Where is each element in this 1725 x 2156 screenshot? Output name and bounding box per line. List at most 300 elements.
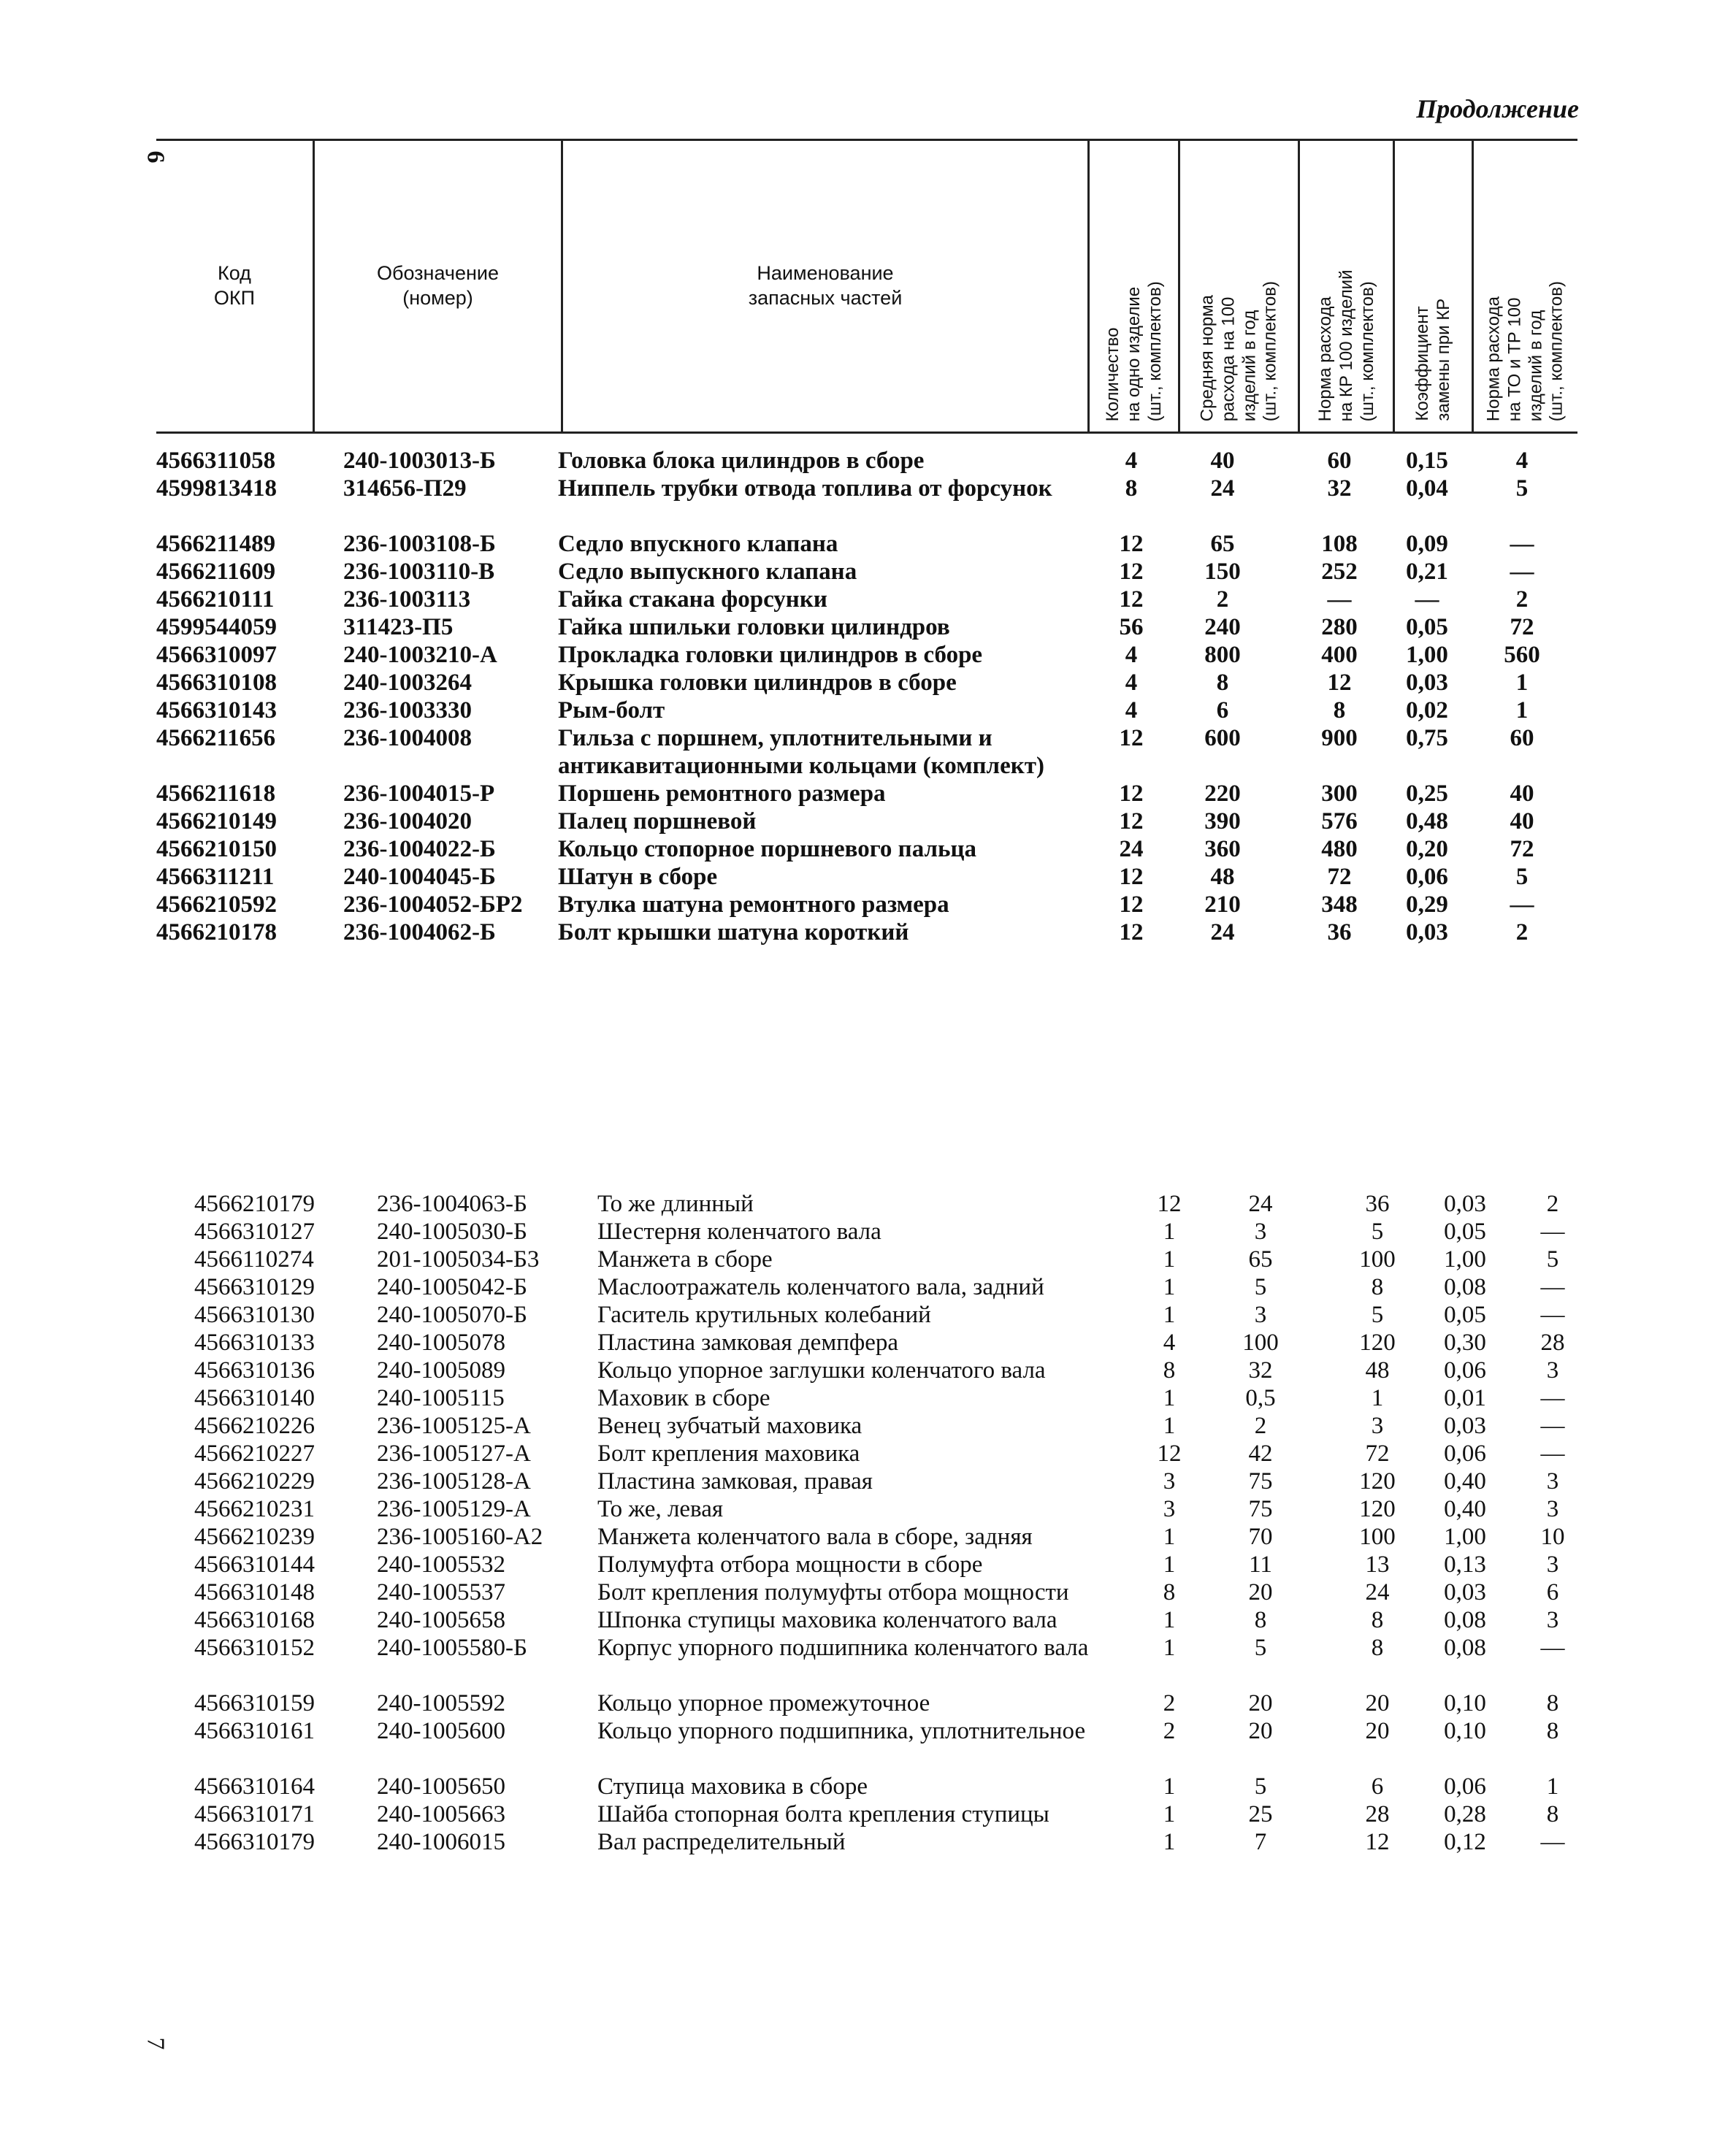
kr-norm-cell: 13 [1365, 1551, 1390, 1578]
code-cell: 4566310108 [156, 670, 277, 696]
name-cell: Прокладка головки цилиндров в сборе [558, 642, 983, 668]
coef-cell: 0,08 [1444, 1607, 1486, 1633]
coef-cell: 1,00 [1406, 642, 1448, 668]
table-row [156, 447, 1580, 475]
qty-cell: 12 [1119, 780, 1144, 807]
qty-cell: 1 [1163, 1801, 1176, 1827]
coef-cell: 0,40 [1444, 1468, 1486, 1495]
name-cell: Полумуфта отбора мощности в сборе [597, 1551, 983, 1578]
avg-norm-cell: 5 [1254, 1773, 1267, 1800]
name-cell: Пластина замковая демпфера [597, 1330, 899, 1356]
qty-cell: 12 [1119, 808, 1144, 835]
to-norm-cell: 72 [1510, 614, 1534, 640]
designation-cell: 240-1005592 [377, 1690, 505, 1716]
to-norm-cell: — [1540, 1413, 1565, 1439]
coef-cell: 0,06 [1444, 1440, 1486, 1467]
kr-norm-cell: 12 [1365, 1829, 1390, 1855]
header-avg-norm: Средняя норма расхода на 100 изделий в год (шт., комплектов) [1196, 280, 1280, 421]
table-row [194, 1634, 1582, 1689]
avg-norm-cell: 11 [1249, 1551, 1272, 1578]
name-cell: Кольцо упорное промежуточное [597, 1690, 930, 1716]
kr-norm-cell: 120 [1359, 1468, 1396, 1495]
name-cell: Кольцо упорное заглушки коленчатого вала [597, 1357, 1046, 1384]
code-cell: 4566210227 [194, 1440, 315, 1467]
designation-cell: 236-1004062-Б [343, 919, 496, 945]
coef-cell: 0,03 [1444, 1191, 1486, 1217]
kr-norm-cell: 12 [1327, 670, 1352, 696]
avg-norm-cell: 0,5 [1245, 1385, 1276, 1411]
name-cell: Палец поршневой [558, 808, 757, 835]
coef-cell: 1,00 [1444, 1246, 1486, 1273]
to-norm-cell: — [1540, 1385, 1565, 1411]
designation-cell: 240-1006015 [377, 1829, 505, 1855]
to-norm-cell: 1 [1515, 670, 1529, 696]
to-norm-cell: — [1540, 1274, 1565, 1300]
avg-norm-cell: 65 [1210, 531, 1235, 557]
coef-cell: 0,30 [1444, 1330, 1486, 1356]
kr-norm-cell: 120 [1359, 1496, 1396, 1522]
code-cell: 4566310161 [194, 1718, 315, 1744]
code-cell: 4566310140 [194, 1385, 315, 1411]
name-cell: Болт крепления маховика [597, 1440, 860, 1467]
coef-cell: 0,05 [1444, 1219, 1486, 1245]
avg-norm-cell: 2 [1216, 586, 1229, 613]
to-norm-cell: 3 [1546, 1496, 1559, 1522]
coef-cell: 0,08 [1444, 1635, 1486, 1661]
qty-cell: 1 [1163, 1385, 1176, 1411]
designation-cell: 236-1004063-Б [377, 1191, 527, 1217]
name-cell: Болт крышки шатуна короткий [558, 919, 909, 945]
to-norm-cell: 2 [1515, 919, 1529, 945]
kr-norm-cell: 280 [1321, 614, 1358, 640]
kr-norm-cell: 348 [1321, 891, 1358, 918]
header-designation-col [313, 141, 561, 431]
qty-cell: 8 [1163, 1579, 1176, 1606]
code-cell: 4566210111 [156, 586, 275, 613]
avg-norm-cell: 25 [1248, 1801, 1273, 1827]
kr-norm-cell: 32 [1327, 475, 1352, 502]
code-cell: 4566310129 [194, 1274, 315, 1300]
designation-cell: 236-1004020 [343, 808, 472, 835]
name-cell: Крышка головки цилиндров в сборе [558, 670, 957, 696]
code-cell: 4566310171 [194, 1801, 315, 1827]
kr-norm-cell: 36 [1365, 1191, 1390, 1217]
table-row [194, 1717, 1582, 1773]
avg-norm-cell: 240 [1204, 614, 1241, 640]
to-norm-cell: 5 [1546, 1246, 1559, 1273]
coef-cell: 0,75 [1406, 725, 1448, 751]
avg-norm-cell: 5 [1254, 1635, 1267, 1661]
kr-norm-cell: 252 [1321, 559, 1358, 585]
designation-cell: 236-1004008 [343, 725, 472, 751]
qty-cell: 1 [1163, 1607, 1176, 1633]
qty-cell: 12 [1119, 559, 1144, 585]
kr-norm-cell: 28 [1365, 1801, 1390, 1827]
coef-cell: 0,10 [1444, 1690, 1486, 1716]
qty-cell: 1 [1163, 1274, 1176, 1300]
name-cell: Шпонка ступицы маховика коленчатого вала [597, 1607, 1057, 1633]
kr-norm-cell: 6 [1371, 1773, 1384, 1800]
code-cell: 4566110274 [194, 1246, 314, 1273]
coef-cell: 0,03 [1406, 670, 1448, 696]
to-norm-cell: 28 [1540, 1330, 1565, 1356]
designation-cell: 240-1005070-Б [377, 1302, 527, 1328]
name-cell: Ниппель трубки отвода топлива от форсунок [558, 475, 1052, 502]
coef-cell: 0,02 [1406, 697, 1448, 724]
code-cell: 4566310097 [156, 642, 277, 668]
table-row [156, 530, 1580, 558]
table-row [156, 863, 1580, 891]
coef-cell: 0,12 [1444, 1829, 1486, 1855]
name-cell: Седло впускного клапана [558, 531, 838, 557]
kr-norm-cell: 100 [1359, 1246, 1396, 1273]
coef-cell: 0,10 [1444, 1718, 1486, 1744]
code-cell: 4566311058 [156, 448, 276, 474]
designation-cell: 240-1005663 [377, 1801, 505, 1827]
kr-norm-cell: 8 [1333, 697, 1346, 724]
name-cell: Кольцо упорного подшипника, уплотнительное [597, 1718, 1086, 1744]
name-cell: Гайка стакана форсунки [558, 586, 827, 613]
coef-cell: 1,00 [1444, 1524, 1486, 1550]
designation-cell: 236-1005127-А [377, 1440, 531, 1467]
coef-cell: 0,20 [1406, 836, 1448, 862]
designation-cell: 240-1003264 [343, 670, 472, 696]
table-row [156, 586, 1580, 613]
to-norm-cell: — [1540, 1829, 1565, 1855]
kr-norm-cell: 480 [1321, 836, 1358, 862]
coef-cell: 0,01 [1444, 1385, 1486, 1411]
code-cell: 4566310136 [194, 1357, 315, 1384]
designation-cell: 240-1005650 [377, 1773, 505, 1800]
designation-cell: 236-1003108-Б [343, 531, 496, 557]
kr-norm-cell: 108 [1321, 531, 1358, 557]
qty-cell: 2 [1163, 1690, 1176, 1716]
to-norm-cell: — [1540, 1440, 1565, 1467]
table-body-top [156, 447, 1580, 946]
name-cell: Гайка шпильки головки цилиндров [558, 614, 950, 640]
header-name-col [561, 141, 1087, 431]
coef-cell: 0,48 [1406, 808, 1448, 835]
code-cell: 4566310143 [156, 697, 277, 724]
to-norm-cell: 2 [1515, 586, 1529, 613]
table-row [156, 558, 1580, 586]
designation-cell: 314656-П29 [343, 475, 467, 502]
name-cell: Седло выпускного клапана [558, 559, 857, 585]
avg-norm-cell: 220 [1204, 780, 1241, 807]
designation-cell: 236-1004022-Б [343, 836, 496, 862]
to-norm-cell: — [1510, 559, 1534, 585]
avg-norm-cell: 8 [1254, 1607, 1267, 1633]
header-kr-col [1298, 141, 1393, 431]
to-norm-cell: 4 [1515, 448, 1529, 474]
avg-norm-cell: 20 [1248, 1718, 1273, 1744]
header-code: Код ОКП [213, 262, 256, 309]
code-cell: 4566310164 [194, 1773, 315, 1800]
designation-cell: 240-1005030-Б [377, 1219, 527, 1245]
kr-norm-cell: 36 [1327, 919, 1352, 945]
table-row [194, 1190, 1582, 1218]
code-cell: 4566210178 [156, 919, 277, 945]
designation-cell: 236-1004015-Р [343, 780, 495, 807]
name-cell: Втулка шатуна ремонтного размера [558, 891, 949, 918]
designation-cell: 236-1005129-А [377, 1496, 531, 1522]
qty-cell: 24 [1119, 836, 1144, 862]
code-cell: 4566310127 [194, 1219, 315, 1245]
designation-cell: 240-1004045-Б [343, 864, 496, 890]
header-name: Наименование запасных частей [748, 262, 903, 309]
coef-cell: 0,06 [1444, 1357, 1486, 1384]
avg-norm-cell: 3 [1254, 1302, 1267, 1328]
qty-cell: 12 [1119, 586, 1144, 613]
kr-norm-cell: 72 [1327, 864, 1352, 890]
designation-cell: 240-1005532 [377, 1551, 505, 1578]
kr-norm-cell: 8 [1371, 1635, 1384, 1661]
designation-cell: 236-1005128-А [377, 1468, 531, 1495]
designation-cell: 236-1004052-БР2 [343, 891, 523, 918]
table-row [194, 1773, 1582, 1800]
to-norm-cell: 60 [1510, 725, 1534, 751]
table-row [156, 613, 1580, 641]
name-cell: Корпус упорного подшипника коленчатого вала [597, 1635, 1089, 1661]
to-norm-cell: — [1540, 1219, 1565, 1245]
table-row [156, 724, 1580, 780]
avg-norm-cell: 6 [1216, 697, 1229, 724]
kr-norm-cell: 300 [1321, 780, 1358, 807]
code-cell: 4566310148 [194, 1579, 315, 1606]
avg-norm-cell: 48 [1210, 864, 1235, 890]
name-cell: Манжета в сборе [597, 1246, 773, 1273]
qty-cell: 8 [1125, 475, 1138, 502]
table-row [194, 1357, 1582, 1384]
designation-cell: 236-1005125-А [377, 1413, 531, 1439]
designation-cell: 236-1005160-А2 [377, 1524, 543, 1550]
name-cell: Пластина замковая, правая [597, 1468, 873, 1495]
code-cell: 4566211609 [156, 559, 276, 585]
avg-norm-cell: 24 [1210, 919, 1235, 945]
to-norm-cell: 5 [1515, 864, 1529, 890]
designation-cell: 240-1003013-Б [343, 448, 496, 474]
code-cell: 4566210179 [194, 1191, 315, 1217]
designation-cell: 240-1005537 [377, 1579, 505, 1606]
qty-cell: 12 [1157, 1191, 1182, 1217]
designation-cell: 240-1003210-А [343, 642, 497, 668]
avg-norm-cell: 150 [1204, 559, 1241, 585]
to-norm-cell: 2 [1546, 1191, 1559, 1217]
name-cell: Шестерня коленчатого вала [597, 1219, 881, 1245]
table-row [194, 1218, 1582, 1246]
to-norm-cell: 8 [1546, 1690, 1559, 1716]
kr-norm-cell: 576 [1321, 808, 1358, 835]
name-cell: Поршень ремонтного размера [558, 780, 886, 807]
table-row [194, 1412, 1582, 1440]
coef-cell: 0,03 [1444, 1579, 1486, 1606]
qty-cell: 1 [1163, 1219, 1176, 1245]
table-row [194, 1384, 1582, 1412]
designation-cell: 240-1005078 [377, 1330, 505, 1356]
to-norm-cell: 40 [1510, 808, 1534, 835]
coef-cell: 0,05 [1444, 1302, 1486, 1328]
qty-cell: 12 [1119, 891, 1144, 918]
table-row [194, 1440, 1582, 1468]
coef-cell: 0,29 [1406, 891, 1448, 918]
to-norm-cell: 1 [1546, 1773, 1559, 1800]
name-cell: Вал распределительный [597, 1829, 846, 1855]
table-row [194, 1578, 1582, 1606]
coef-cell: 0,15 [1406, 448, 1448, 474]
code-cell: 4566210592 [156, 891, 277, 918]
kr-norm-cell: 8 [1371, 1274, 1384, 1300]
to-norm-cell: 5 [1515, 475, 1529, 502]
qty-cell: 12 [1119, 864, 1144, 890]
qty-cell: 8 [1163, 1357, 1176, 1384]
name-cell: Рым-болт [558, 697, 665, 724]
coef-cell: 0,21 [1406, 559, 1448, 585]
code-cell: 4566210150 [156, 836, 277, 862]
page-number-bottom: 7 [142, 2037, 169, 2050]
qty-cell: 1 [1163, 1246, 1176, 1273]
qty-cell: 3 [1163, 1468, 1176, 1495]
kr-norm-cell: 8 [1371, 1607, 1384, 1633]
avg-norm-cell: 8 [1216, 670, 1229, 696]
avg-norm-cell: 24 [1248, 1191, 1273, 1217]
code-cell: 4566210226 [194, 1413, 315, 1439]
table-row [194, 1329, 1582, 1357]
code-cell: 4566310130 [194, 1302, 315, 1328]
to-norm-cell: — [1540, 1302, 1565, 1328]
table-row [156, 891, 1580, 918]
table-row [156, 669, 1580, 697]
name-cell: Болт крепления полумуфты отбора мощности [597, 1579, 1069, 1606]
code-cell: 4566211656 [156, 725, 276, 751]
header-to-norm: Норма расхода на ТО и ТР 100 изделий в год (шт., комплектов) [1483, 280, 1567, 421]
qty-cell: 2 [1163, 1718, 1176, 1744]
designation-cell: 236-1003330 [343, 697, 472, 724]
kr-norm-cell: 3 [1371, 1413, 1384, 1439]
header-code-col [156, 141, 313, 431]
designation-cell: 240-1005089 [377, 1357, 505, 1384]
name-cell: Маслоотражатель коленчатого вала, задний [597, 1274, 1044, 1300]
table-row [194, 1551, 1582, 1578]
to-norm-cell: 560 [1504, 642, 1540, 668]
header-qty-col [1087, 141, 1178, 431]
avg-norm-cell: 600 [1204, 725, 1241, 751]
name-cell: Головка блока цилиндров в сборе [558, 448, 925, 474]
kr-norm-cell: 60 [1327, 448, 1352, 474]
avg-norm-cell: 800 [1204, 642, 1241, 668]
designation-cell: 240-1005042-Б [377, 1274, 527, 1300]
avg-norm-cell: 7 [1254, 1829, 1267, 1855]
kr-norm-cell: 5 [1371, 1219, 1384, 1245]
table-row [156, 641, 1580, 669]
kr-norm-cell: — [1327, 586, 1352, 613]
avg-norm-cell: 65 [1248, 1246, 1273, 1273]
code-cell: 4599813418 [156, 475, 277, 502]
designation-cell: 240-1005115 [377, 1385, 505, 1411]
qty-cell: 1 [1163, 1635, 1176, 1661]
code-cell: 4599544059 [156, 614, 277, 640]
header-qty: Количество на одно изделие (шт., комплектов) [1102, 280, 1164, 421]
designation-cell: 201-1005034-Б3 [377, 1246, 540, 1273]
header-to-col [1472, 141, 1577, 431]
coef-cell: 0,03 [1444, 1413, 1486, 1439]
name-cell: Манжета коленчатого вала в сборе, задняя [597, 1524, 1033, 1550]
avg-norm-cell: 2 [1254, 1413, 1267, 1439]
table-row [156, 835, 1580, 863]
table-row [194, 1468, 1582, 1495]
avg-norm-cell: 40 [1210, 448, 1235, 474]
kr-norm-cell: 5 [1371, 1302, 1384, 1328]
code-cell: 4566210149 [156, 808, 277, 835]
table-row [156, 475, 1580, 530]
code-cell: 4566210239 [194, 1524, 315, 1550]
coef-cell: — [1415, 586, 1439, 613]
page-number-top: 6 [142, 150, 169, 164]
code-cell: 4566310152 [194, 1635, 315, 1661]
code-cell: 4566210231 [194, 1496, 315, 1522]
qty-cell: 4 [1125, 448, 1138, 474]
header-coef-col [1393, 141, 1472, 431]
qty-cell: 4 [1125, 670, 1138, 696]
to-norm-cell: 3 [1546, 1551, 1559, 1578]
coef-cell: 0,05 [1406, 614, 1448, 640]
code-cell: 4566210229 [194, 1468, 315, 1495]
avg-norm-cell: 20 [1248, 1579, 1273, 1606]
to-norm-cell: 8 [1546, 1801, 1559, 1827]
table-row [194, 1246, 1582, 1273]
code-cell: 4566311211 [156, 864, 275, 890]
coef-cell: 0,03 [1406, 919, 1448, 945]
header-designation: Обозначение (номер) [377, 262, 499, 309]
qty-cell: 1 [1163, 1773, 1176, 1800]
table-row [194, 1828, 1582, 1856]
avg-norm-cell: 70 [1248, 1524, 1273, 1550]
kr-norm-cell: 72 [1365, 1440, 1390, 1467]
table-row [194, 1301, 1582, 1329]
table-row [194, 1495, 1582, 1523]
qty-cell: 56 [1119, 614, 1144, 640]
table-row [194, 1523, 1582, 1551]
avg-norm-cell: 5 [1254, 1274, 1267, 1300]
qty-cell: 1 [1163, 1524, 1176, 1550]
name-cell: Шатун в сборе [558, 864, 718, 890]
name-cell: То же длинный [597, 1191, 754, 1217]
qty-cell: 4 [1125, 697, 1138, 724]
qty-cell: 12 [1119, 919, 1144, 945]
header-coef: Коэффициент замены при КР [1412, 299, 1453, 421]
coef-cell: 0,13 [1444, 1551, 1486, 1578]
to-norm-cell: — [1510, 891, 1534, 918]
table-row [156, 918, 1580, 946]
code-cell: 4566211489 [156, 531, 276, 557]
code-cell: 4566310179 [194, 1829, 315, 1855]
avg-norm-cell: 24 [1210, 475, 1235, 502]
avg-norm-cell: 20 [1248, 1690, 1273, 1716]
kr-norm-cell: 1 [1371, 1385, 1384, 1411]
header-avg-col [1178, 141, 1298, 431]
name-cell: Шайба стопорная болта крепления ступицы [597, 1801, 1049, 1827]
kr-norm-cell: 400 [1321, 642, 1358, 668]
coef-cell: 0,06 [1444, 1773, 1486, 1800]
designation-cell: 240-1005658 [377, 1607, 505, 1633]
table-row [156, 807, 1580, 835]
qty-cell: 12 [1119, 725, 1144, 751]
designation-cell: 236-1003113 [343, 586, 471, 613]
qty-cell: 12 [1157, 1440, 1182, 1467]
table-row [156, 697, 1580, 724]
qty-cell: 1 [1163, 1829, 1176, 1855]
table-row [194, 1606, 1582, 1634]
table-row [194, 1273, 1582, 1301]
